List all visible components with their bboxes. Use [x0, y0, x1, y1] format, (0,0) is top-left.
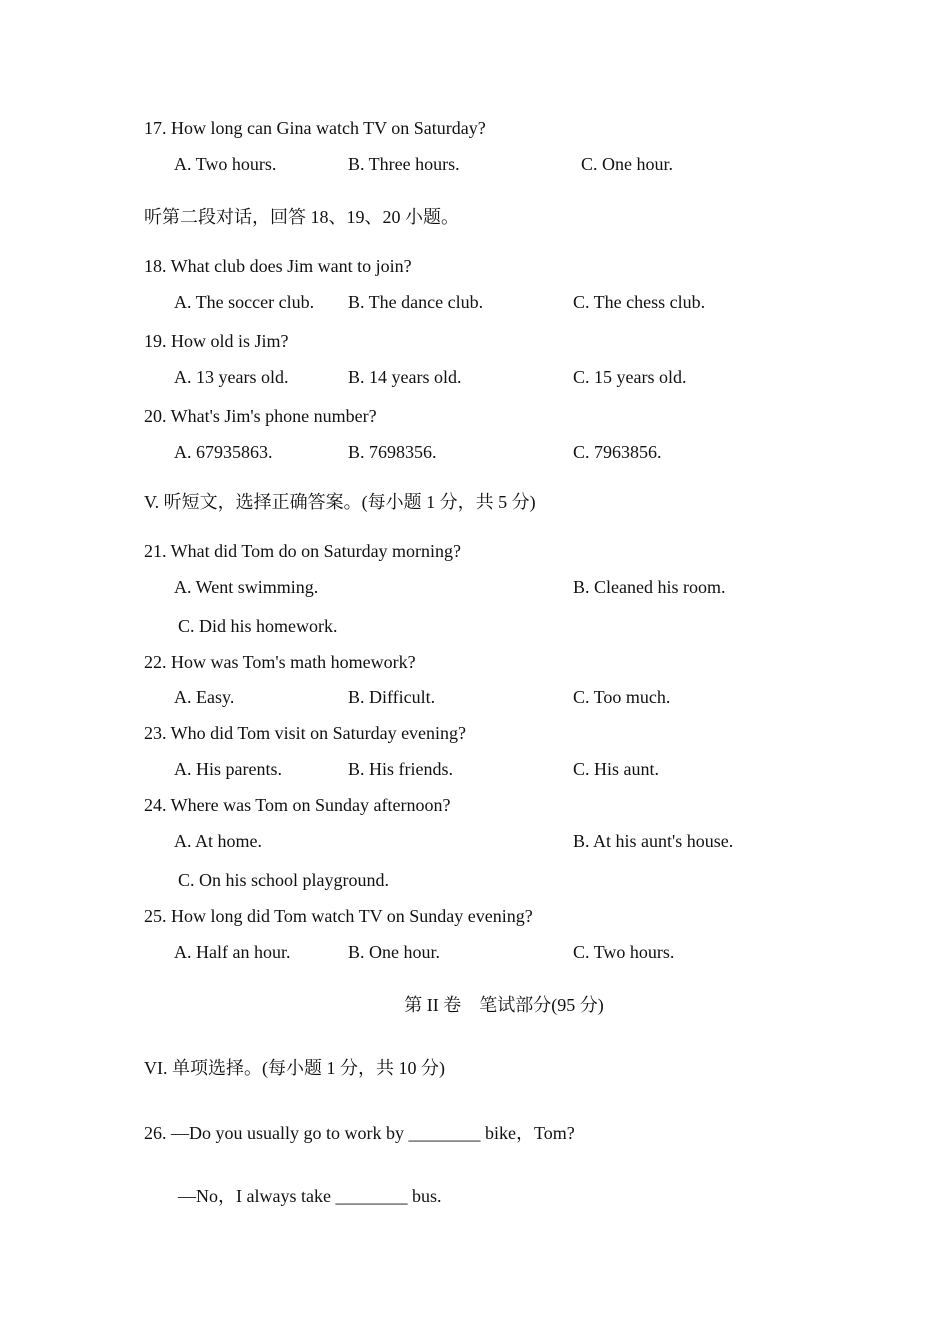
q17-option-a: A. Two hours. [174, 154, 277, 174]
part-2-title: 第 II 卷 笔试部分(95 分) [404, 995, 604, 1015]
question-18: 18. What club does Jim want to join? [144, 256, 412, 276]
q19-option-b: B. 14 years old. [348, 367, 462, 387]
q24-option-b: B. At his aunt's house. [573, 831, 734, 851]
q25-option-c: C. Two hours. [573, 942, 675, 962]
q25-option-a: A. Half an hour. [174, 942, 291, 962]
q21-option-b: B. Cleaned his room. [573, 577, 726, 597]
q17-option-c: C. One hour. [581, 154, 673, 174]
question-23: 23. Who did Tom visit on Saturday evening? [144, 723, 467, 743]
q19-option-a: A. 13 years old. [174, 367, 289, 387]
q25-option-b: B. One hour. [348, 942, 440, 962]
q18-option-a: A. The soccer club. [174, 292, 315, 312]
q18-option-c: C. The chess club. [573, 292, 706, 312]
q22-option-c: C. Too much. [573, 687, 671, 707]
question-26-line-2: —No，I always take ________ bus. [178, 1186, 442, 1206]
section-vi-heading: VI. 单项选择。(每小题 1 分，共 10 分) [144, 1058, 445, 1078]
question-24: 24. Where was Tom on Sunday afternoon? [144, 795, 451, 815]
q17-option-b: B. Three hours. [348, 154, 460, 174]
q21-option-c: C. Did his homework. [178, 616, 338, 636]
question-26-line-1: 26. —Do you usually go to work by ________ bike，Tom? [144, 1123, 575, 1143]
q23-option-a: A. His parents. [174, 759, 282, 779]
question-25: 25. How long did Tom watch TV on Sunday evening? [144, 906, 533, 926]
q24-option-c: C. On his school playground. [178, 870, 389, 890]
q22-option-a: A. Easy. [174, 687, 235, 707]
q20-option-b: B. 7698356. [348, 442, 437, 462]
question-21: 21. What did Tom do on Saturday morning? [144, 541, 462, 561]
q20-option-a: A. 67935863. [174, 442, 273, 462]
q24-option-a: A. At home. [174, 831, 262, 851]
q18-option-b: B. The dance club. [348, 292, 484, 312]
q23-option-b: B. His friends. [348, 759, 453, 779]
question-22: 22. How was Tom's math homework? [144, 652, 416, 672]
question-20: 20. What's Jim's phone number? [144, 406, 377, 426]
q19-option-c: C. 15 years old. [573, 367, 687, 387]
q20-option-c: C. 7963856. [573, 442, 662, 462]
q21-option-a: A. Went swimming. [174, 577, 319, 597]
q23-option-c: C. His aunt. [573, 759, 660, 779]
section-conversation-2: 听第二段对话，回答 18、19、20 小题。 [144, 207, 459, 227]
question-19: 19. How old is Jim? [144, 331, 289, 351]
q22-option-b: B. Difficult. [348, 687, 436, 707]
question-17: 17. How long can Gina watch TV on Saturday? [144, 118, 486, 138]
section-v-heading: V. 听短文，选择正确答案。(每小题 1 分，共 5 分) [144, 492, 536, 512]
